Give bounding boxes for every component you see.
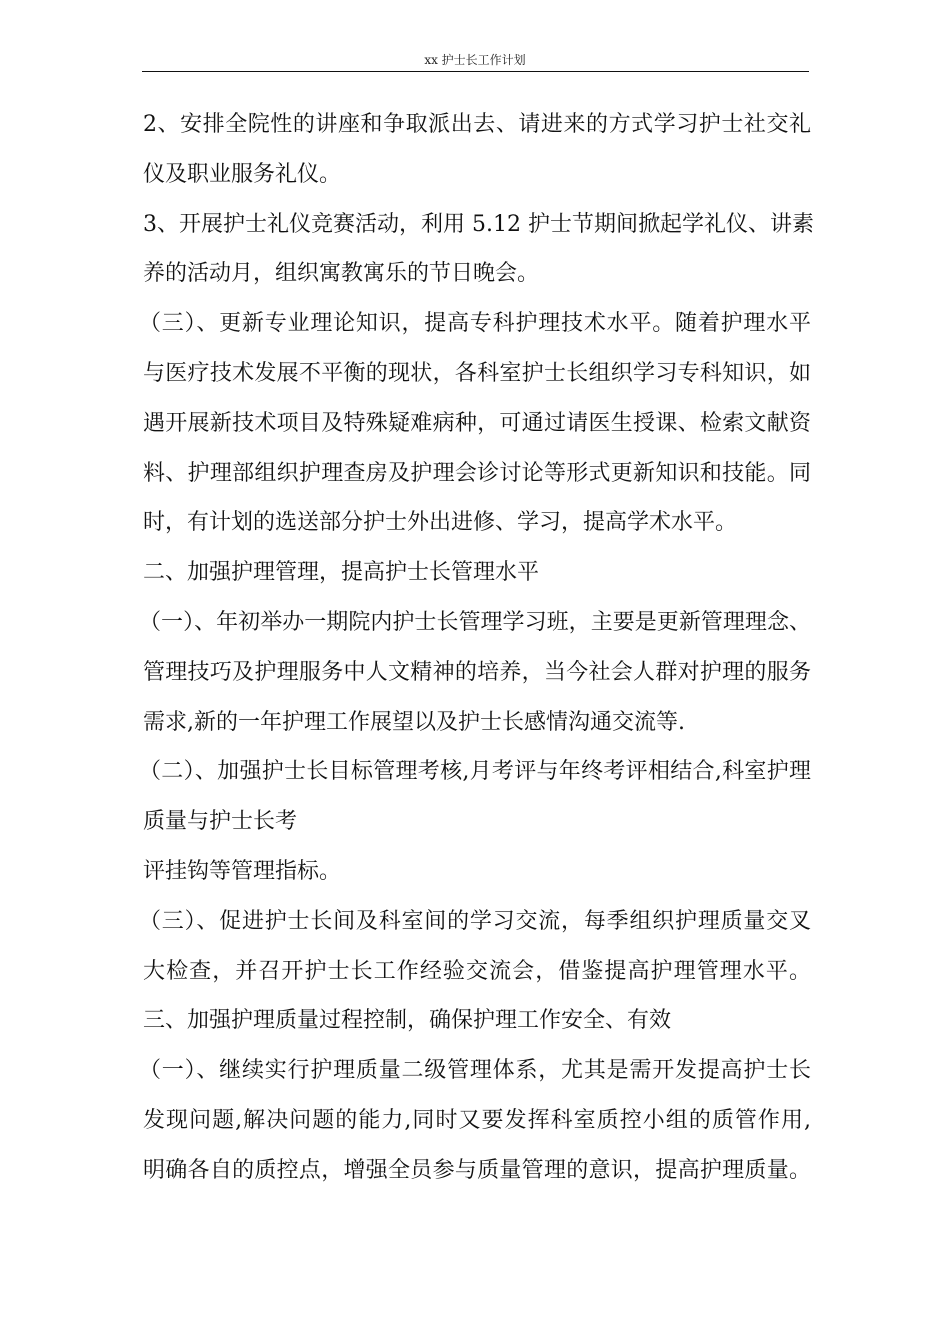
text-line: 明确各自的质控点，增强全员参与质量管理的意识，提高护理质量。 xyxy=(143,1157,811,1183)
text-line: 3、开展护士礼仪竞赛活动，利用 5.12 护士节期间掀起学礼仪、讲素 xyxy=(143,211,814,237)
text-line: 发现问题,解决问题的能力,同时又要发挥科室质控小组的质管作用, xyxy=(143,1107,811,1133)
document-body xyxy=(139,100,814,1196)
text-line: （三）、更新专业理论知识，提高专科护理技术水平。随着护理水平 xyxy=(139,311,811,337)
text-line: 大检查，并召开护士长工作经验交流会，借鉴提高护理管理水平。 xyxy=(143,958,811,984)
text-line: 管理技巧及护理服务中人文精神的培养，当今社会人群对护理的服务 xyxy=(143,659,811,685)
page-header-title: xx 护士长工作计划 xyxy=(424,53,526,67)
text-line: 养的活动月，组织寓教寓乐的节日晚会。 xyxy=(143,261,540,287)
text-line: （一）、年初举办一期院内护士长管理学习班，主要是更新管理理念、 xyxy=(139,609,811,635)
text-line: 需求,新的一年护理工作展望以及护士长感情沟通交流等. xyxy=(143,709,685,735)
text-line: （一）、继续实行护理质量二级管理体系，尤其是需开发提高护士长 xyxy=(139,1058,811,1084)
text-line: 二、加强护理管理，提高护士长管理水平 xyxy=(143,560,540,586)
text-line: 2、安排全院性的讲座和争取派出去、请进来的方式学习护士社交礼 xyxy=(143,112,811,137)
text-line: （二）、加强护士长目标管理考核,月考评与年终考评相结合,科室护理 xyxy=(139,759,811,785)
text-line: 评挂钩等管理指标。 xyxy=(143,858,342,884)
text-line: 遇开展新技术项目及特殊疑难病种，可通过请医生授课、检索文献资 xyxy=(143,410,811,436)
text-line: 时，有计划的选送部分护士外出进修、学习，提高学术水平。 xyxy=(143,510,738,536)
header-divider xyxy=(142,71,809,72)
text-line: 三、加强护理质量过程控制，确保护理工作安全、有效 xyxy=(143,1008,672,1034)
text-line: 仪及职业服务礼仪。 xyxy=(143,161,342,187)
text-line: （三）、促进护士长间及科室间的学习交流，每季组织护理质量交叉 xyxy=(139,908,811,934)
text-line: 质量与护士长考 xyxy=(143,809,298,835)
text-line: 与医疗技术发展不平衡的现状，各科室护士长组织学习专科知识，如 xyxy=(143,360,811,386)
text-line: 料、护理部组织护理查房及护理会诊讨论等形式更新知识和技能。同 xyxy=(143,460,811,486)
